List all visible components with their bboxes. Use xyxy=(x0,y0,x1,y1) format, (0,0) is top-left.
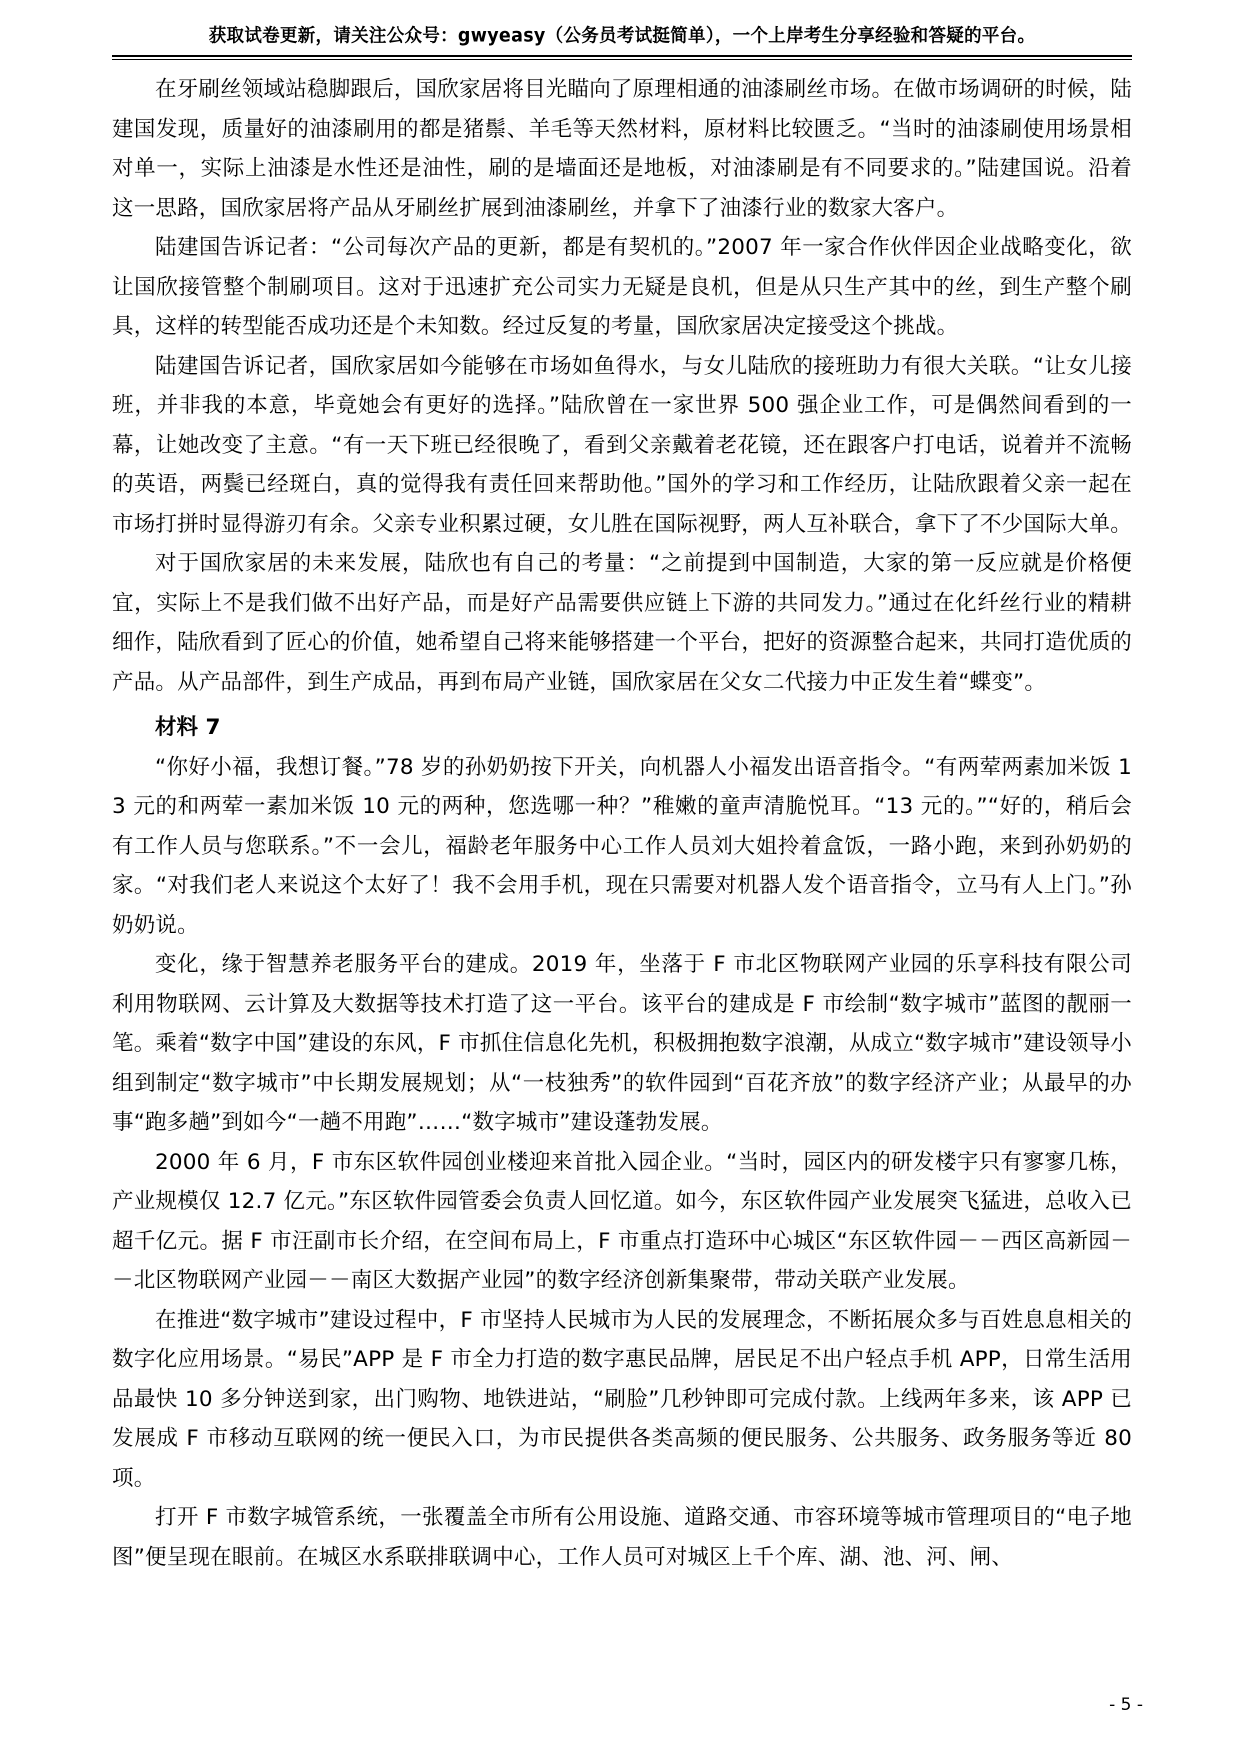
paragraph: 打开 F 市数字城管系统，一张覆盖全市所有公用设施、道路交通、市容环境等城市管理项目的“电子地图”便呈现在眼前。在城区水系联排联调中心，工作人员可对城区上千个库、湖、池、河、闸、 xyxy=(112,1505,1132,1570)
material-section-heading: 材料 7 xyxy=(155,715,221,740)
paragraph: 陆建国告诉记者，国欣家居如今能够在市场如鱼得水，与女儿陆欣的接班助力有很大关联。“让女儿接班，并非我的本意，毕竟她会有更好的选择。”陆欣曾在一家世界 500 强企业工作，可是偶然间看到的一幕，让她改变了主意。“有一天下班已经很晚了，看到父亲戴着老花镜，还在跟客户打电话，说着并不流畅的英语，两鬓已经斑白，真的觉得我有责任回来帮助他。”国外的学习和工作经历，让陆欣跟着父亲一起在市场打拼时显得游刃有余。父亲专业积累过硬，女儿胜在国际视野，两人互补联合，拿下了不少国际大单。 xyxy=(112,353,1132,537)
paragraph: 陆建国告诉记者：“公司每次产品的更新，都是有契机的。”2007 年一家合作伙伴因企业战略变化，欲让国欣接管整个制刷项目。这对于迅速扩充公司实力无疑是良机，但是从只生产其中的丝，到生产整个刷具，这样的转型能否成功还是个未知数。经过反复的考量，国欣家居决定接受这个挑战。 xyxy=(112,235,1132,339)
paragraph: 在牙刷丝领域站稳脚跟后，国欣家居将目光瞄向了原理相通的油漆刷丝市场。在做市场调研的时候，陆建国发现，质量好的油漆刷用的都是猪鬃、羊毛等天然材料，原材料比较匮乏。“当时的油漆刷使用场景相对单一，实际上油漆是水性还是油性，刷的是墙面还是地板，对油漆刷是有不同要求的。”陆建国说。沿着这一思路，国欣家居将产品从牙刷丝扩展到油漆刷丝，并拿下了油漆行业的数家大客户。 xyxy=(112,77,1132,221)
paragraph: 2000 年 6 月，F 市东区软件园创业楼迎来首批入园企业。“当时，园区内的研发楼宇只有寥寥几栋，产业规模仅 12.7 亿元。”东区软件园管委会负责人回忆道。如今，东区软件园产业发展突飞猛进，总收入已超千亿元。据 F 市汪副市长介绍，在空间布局上，F 市重点打造环中心城区“东区软件园－－西区高新园－－北区物联网产业园－－南区大数据产业园”的数字经济创新集聚带，带动关联产业发展。 xyxy=(112,1149,1132,1293)
paragraph: “你好小福，我想订餐。”78 岁的孙奶奶按下开关，向机器人小福发出语音指令。“有两荤两素加米饭 13 元的和两荤一素加米饭 10 元的两种，您选哪一种？”稚嫩的童声清脆悦耳。“13 元的。”“好的，稍后会有工作人员与您联系。”不一会儿，福龄老年服务中心工作人员刘大姐拎着盒饭，一路小跑，来到孙奶奶的家。“对我们老人来说这个太好了！我不会用手机，现在只需要对机器人发个语音指令，立马有人上门。”孙奶奶说。 xyxy=(112,754,1132,938)
page-header xyxy=(112,22,1132,60)
paragraph: 变化，缘于智慧养老服务平台的建成。2019 年，坐落于 F 市北区物联网产业园的乐享科技有限公司利用物联网、云计算及大数据等技术打造了这一平台。该平台的建成是 F 市绘制“数字城市”蓝图的靓丽一笔。乘着“数字中国”建设的东风，F 市抓住信息化先机，积极拥抱数字浪潮，从成立“数字城市”建设领导小组到制定“数字城市”中长期发展规划；从“一枝独秀”的软件园到“百花齐放”的数字经济产业；从最早的办事“跑多趟”到如今“一趟不用跑”……“数字城市”建设蓬勃发展。 xyxy=(112,952,1132,1135)
header-notice-text: 获取试卷更新，请关注公众号：gwyeasy（公务员考试挺简单），一个上岸考生分享经验和答疑的平台。 xyxy=(208,25,1036,47)
paragraph: 对于国欣家居的未来发展，陆欣也有自己的考量：“之前提到中国制造，大家的第一反应就是价格便宜，实际上不是我们做不出好产品，而是好产品需要供应链上下游的共同发力。”通过在化纤丝行业的精耕细作，陆欣看到了匠心的价值，她希望自己将来能够搭建一个平台，把好的资源整合起来，共同打造优质的产品。从产品部件，到生产成品，再到布局产业链，国欣家居在父女二代接力中正发生着“蝶变”。 xyxy=(112,551,1132,695)
page-number: - 5 - xyxy=(1109,1695,1143,1715)
paragraph: 在推进“数字城市”建设过程中，F 市坚持人民城市为人民的发展理念，不断拓展众多与百姓息息相关的数字化应用场景。“易民”APP 是 F 市全力打造的数字惠民品牌，居民足不出户轻点手机 APP，日常生活用品最快 10 多分钟送到家，出门购物、地铁进站，“刷脸”几秒钟即可完成付款。上线两年多来，该 APP 已发展成 F 市移动互联网的统一便民入口，为市民提供各类高频的便民服务、公共服务、政务服务等近 80 项。 xyxy=(112,1307,1132,1491)
document-body xyxy=(112,70,1132,1577)
header-divider-rule xyxy=(112,55,1132,60)
